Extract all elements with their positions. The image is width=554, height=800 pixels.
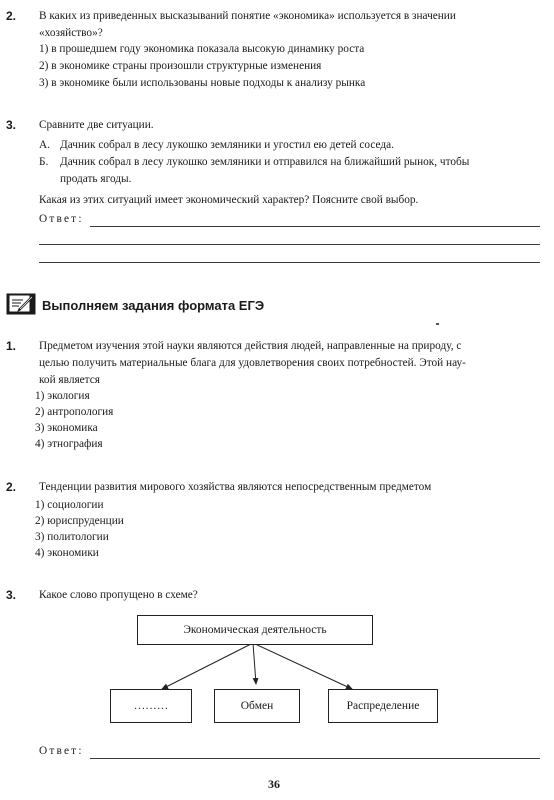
option-item[interactable]: 3) политологии <box>35 531 109 543</box>
question-text: «хозяйство»? <box>39 27 103 39</box>
situation-a-label: А. <box>39 139 50 151</box>
option-item: 1) в прошедшем году экономика показала высокую динамику роста <box>39 43 365 55</box>
question-number: 3. <box>6 118 17 132</box>
option-item[interactable]: 1) экология <box>35 390 90 402</box>
diagram-exchange-box: Обмен <box>214 689 300 723</box>
situation-b-label: Б. <box>39 156 49 168</box>
diagram-distribution-box: Распределение <box>328 689 438 723</box>
question-text: В каких из приведенных высказываний понятие «экономика» используется в значении <box>39 10 456 22</box>
question-number: 2. <box>6 9 17 23</box>
answer-label: Ответ: <box>39 213 84 225</box>
question-number: 2. <box>6 480 17 494</box>
question-text: Сравните две ситуации. <box>39 119 154 131</box>
option-item[interactable]: 4) этнография <box>35 438 103 450</box>
arrow-right <box>253 643 352 689</box>
question-number: 1. <box>6 339 17 353</box>
section-title: Выполняем задания формата ЕГЭ <box>42 298 265 313</box>
answer-label: Ответ: <box>39 745 84 757</box>
diagram-missing-box: ……… <box>110 689 192 723</box>
option-item[interactable]: 4) экономики <box>35 547 99 559</box>
option-item[interactable]: 3) экономика <box>35 422 98 434</box>
option-item[interactable]: 2) антропология <box>35 406 114 418</box>
arrow-left <box>162 643 253 689</box>
question-text: Какое слово пропущено в схеме? <box>39 589 198 601</box>
answer-line[interactable] <box>90 758 540 759</box>
situation-b-text: продать ягоды. <box>60 173 132 185</box>
question-text: Предметом изучения этой науки являются действия людей, направленные на природу, с <box>39 340 462 352</box>
question-text: целью получить материальные блага для удовлетворения своих потребностей. Этой нау- <box>39 357 466 369</box>
question-text: Какая из этих ситуаций имеет экономический характер? Поясните свой выбор. <box>39 194 419 206</box>
page-number: 36 <box>268 777 280 791</box>
situation-a-text: Дачник собрал в лесу лукошко земляники и угостил ею детей соседа. <box>60 139 394 151</box>
question-text: кой является <box>39 374 100 386</box>
option-item[interactable]: 1) социологии <box>35 499 104 511</box>
diagram-top-box: Экономическая деятельность <box>137 615 373 645</box>
option-item[interactable]: 2) юриспруденции <box>35 515 124 527</box>
question-number: 3. <box>6 588 17 602</box>
option-item: 3) в экономике были использованы новые подходы к анализу рынка <box>39 77 366 89</box>
question-text: Тенденции развития мирового хозяйства являются непосредственным предметом <box>39 481 432 493</box>
arrow-middle <box>253 643 256 684</box>
option-item: 2) в экономике страны произошли структурные изменения <box>39 60 322 72</box>
scan-mark <box>436 323 439 325</box>
situation-b-text: Дачник собрал в лесу лукошко земляники и отправился на ближайший рынок, чтобы <box>60 156 470 168</box>
